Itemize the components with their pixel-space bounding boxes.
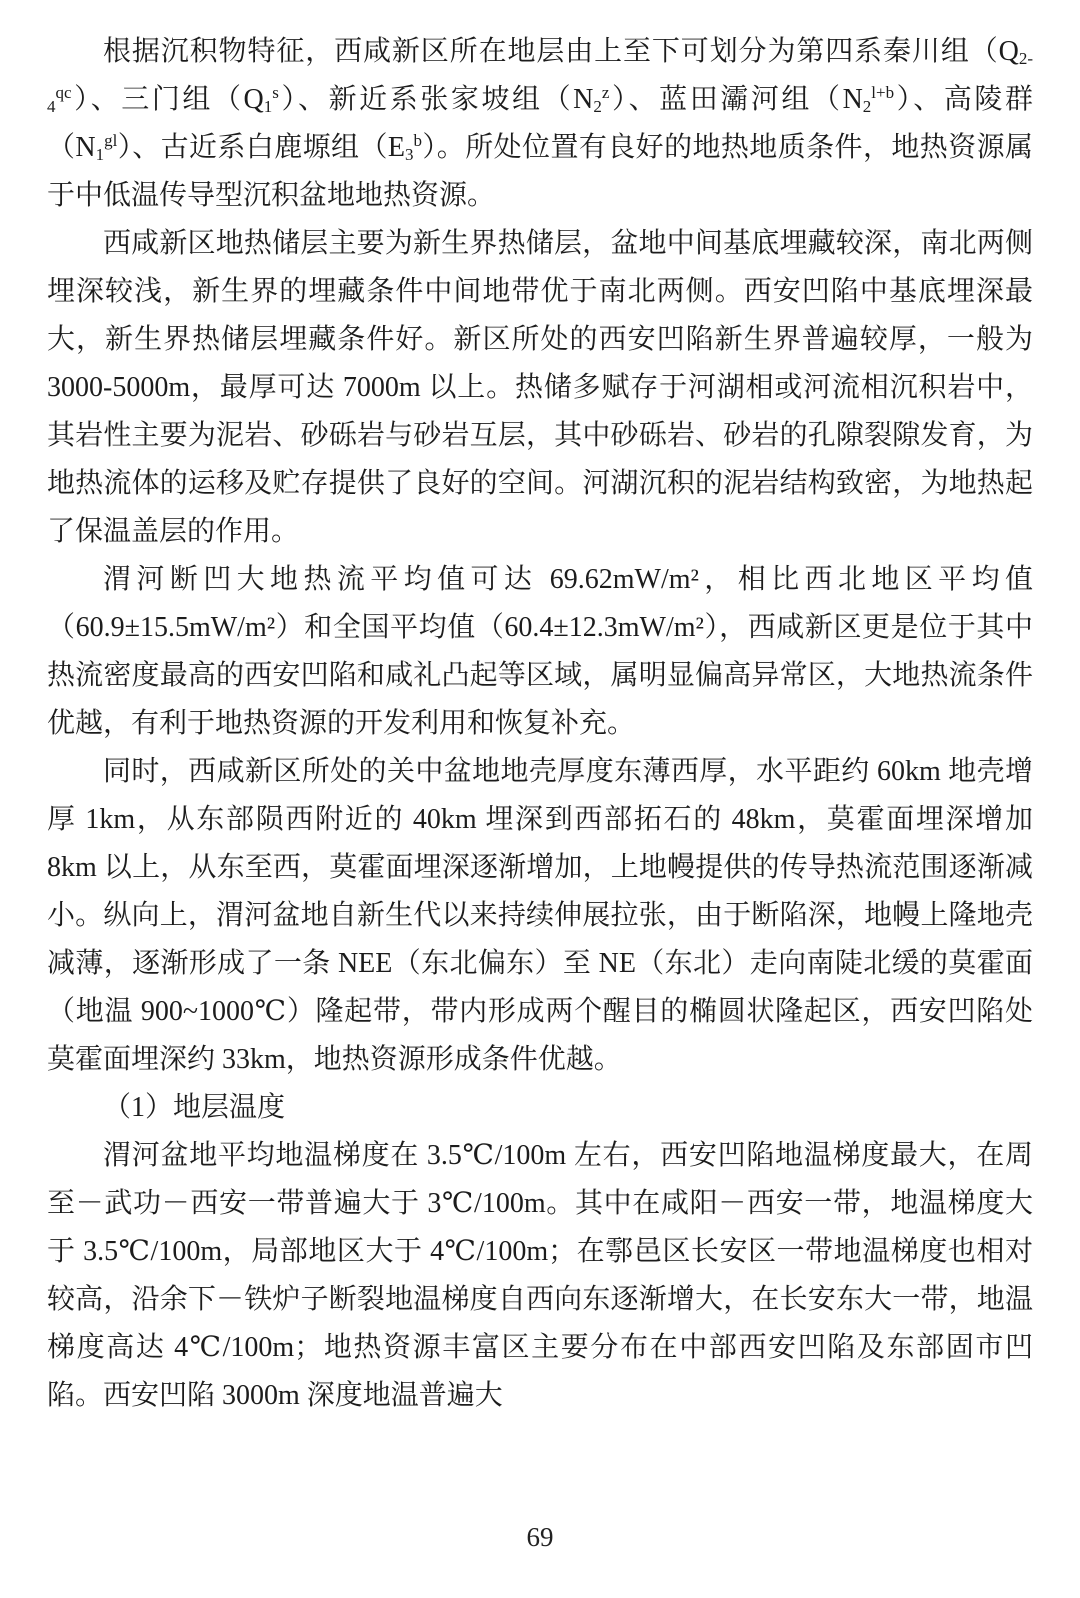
stratigraphic-sub-label: 3 — [404, 145, 414, 164]
stratigraphic-sup-label: gl — [104, 131, 118, 150]
stratigraphic-sup-label: b — [413, 131, 422, 150]
text-run: 根据沉积物特征，西咸新区所在地层由上至下可划分为第四系秦川组（Q — [103, 36, 1019, 67]
stratigraphic-sup-label: z — [601, 83, 610, 102]
section-heading — [47, 1084, 1033, 1132]
page-body — [47, 28, 1033, 1420]
text-run: （1）地层温度 — [103, 1092, 286, 1123]
stratigraphic-sub-label: 1 — [95, 145, 105, 164]
stratigraphic-sup-label: l+b — [871, 83, 895, 102]
paragraph — [47, 556, 1033, 748]
text-run: ）、古近系白鹿塬组（E — [117, 132, 405, 163]
text-run: 同时，西咸新区所处的关中盆地地壳厚度东薄西厚，水平距约 60km 地壳增厚 1km，从东部陨西附近的 40km 埋深到西部拓石的 48km，莫霍面埋深增加 8km 以上，从东至西，莫霍面埋深逐渐增加，上地幔提供的传导热流范围逐渐减小。纵向上，渭河盆地自新生代以来持续伸展拉张，由于断陷深，地幔上隆地壳减薄，逐渐形成了一条 NEE（东北偏东）至 NE（东北）走向南陡北缓的莫霍面（地温 900~1000℃）隆起带，带内形成两个醒目的椭圆状隆起区，西安凹陷处莫霍面埋深约 33km，地热资源形成条件优越。 — [47, 756, 1033, 1075]
text-run: ）、新近系张家坡组（N — [278, 84, 594, 115]
text-run: 渭河盆地平均地温梯度在 3.5℃/100m 左右，西安凹陷地温梯度最大，在周至－武功－西安一带普遍大于 3℃/100m。其中在咸阳－西安一带，地温梯度大于 3.5℃/100m，局部地区大于 4℃/100m；在鄠邑区长安区一带地温梯度也相对较高，沿余下－铁炉子断裂地温梯度自西向东逐渐增大，在长安东大一带，地温梯度高达 4℃/100m；地热资源丰富区主要分布在中部西安凹陷及东部固市凹陷。西安凹陷 3000m 深度地温普遍大 — [47, 1140, 1033, 1411]
text-run: 西咸新区地热储层主要为新生界热储层，盆地中间基底埋藏较深，南北两侧埋深较浅，新生界的埋藏条件中间地带优于南北两侧。西安凹陷中基底埋深最大，新生界热储层埋藏条件好。新区所处的西安凹陷新生界普遍较厚，一般为 3000-5000m，最厚可达 7000m 以上。热储多赋存于河湖相或河流相沉积岩中，其岩性主要为泥岩、砂砾岩与砂岩互层，其中砂砾岩、砂岩的孔隙裂隙发育，为地热流体的运移及贮存提供了良好的空间。河湖沉积的泥岩结构致密，为地热起了保温盖层的作用。 — [47, 228, 1033, 547]
paragraph — [47, 220, 1033, 556]
stratigraphic-sup-label: s — [272, 83, 279, 102]
page-footer — [0, 1522, 1080, 1553]
stratigraphic-sub-label: 2-4 — [47, 49, 1033, 116]
text-run: ）、蓝田灞河组（N — [609, 84, 863, 115]
text-run: ）、高陵群（N — [47, 84, 1033, 163]
stratigraphic-sub-label: 1 — [263, 97, 273, 116]
page-number: 69 — [526, 1522, 554, 1552]
text-run: ）。所处位置有良好的地热地质条件，地热资源属于中低温传导型沉积盆地地热资源。 — [47, 132, 1033, 211]
stratigraphic-sup-label: qc — [55, 83, 72, 102]
stratigraphic-sub-label: 2 — [593, 97, 602, 116]
text-run: ）、三门组（Q — [71, 84, 264, 115]
paragraph — [47, 28, 1033, 220]
stratigraphic-sub-label: 2 — [862, 97, 872, 116]
paragraph — [47, 1132, 1033, 1420]
paragraph — [47, 748, 1033, 1084]
text-run: 渭河断凹大地热流平均值可达 69.62mW/m²，相比西北地区平均值（60.9±15.5mW/m²）和全国平均值（60.4±12.3mW/m²），西咸新区更是位于其中热流密度最高的西安凹陷和咸礼凸起等区域，属明显偏高异常区，大地热流条件优越，有利于地热资源的开发利用和恢复补充。 — [47, 564, 1033, 739]
